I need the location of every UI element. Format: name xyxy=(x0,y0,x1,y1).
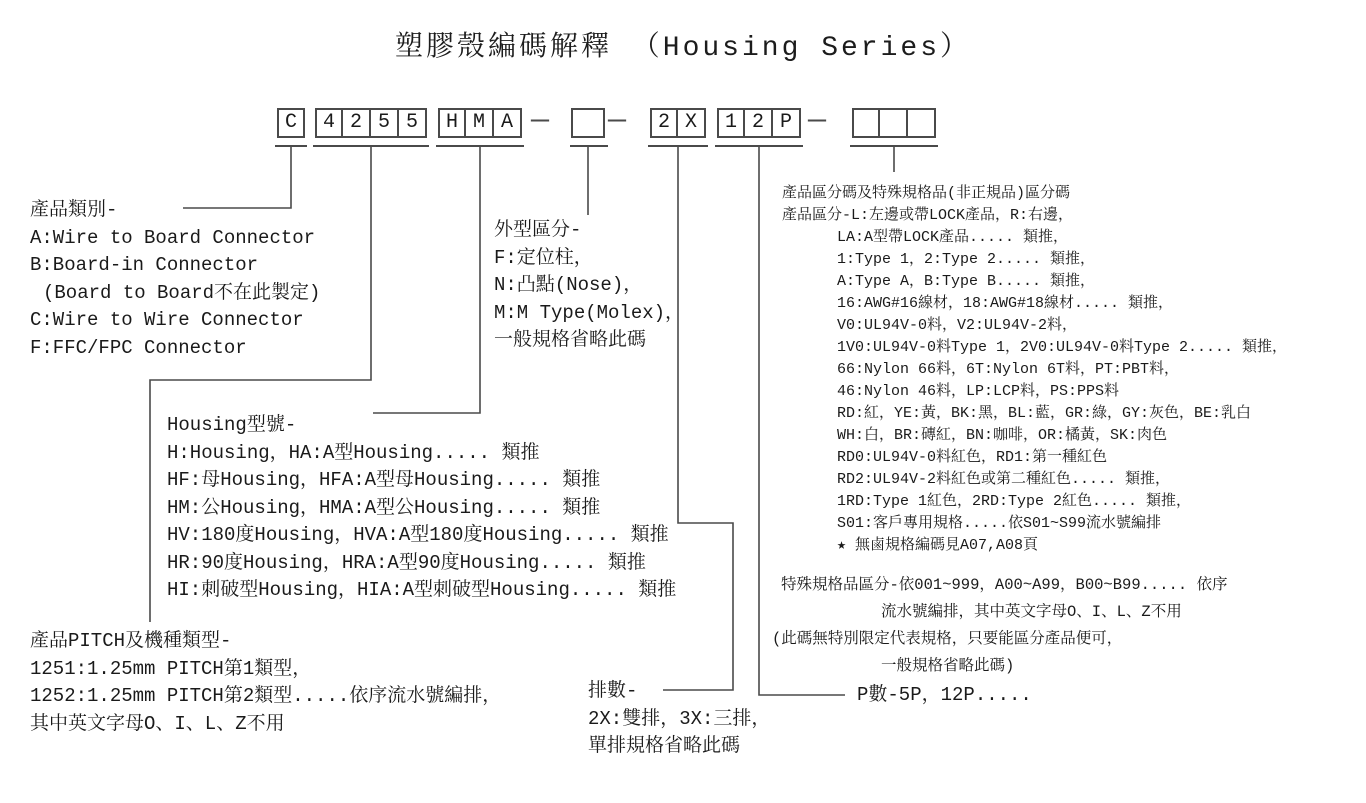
pitch-line: 1251:1.25mm PITCH第1類型， xyxy=(30,657,312,680)
shape-title: 外型區分- xyxy=(494,219,582,241)
special-line: 46:Nylon 46料，LP:LCP料，PS:PPS料 xyxy=(837,383,1120,400)
shape-line: 一般規格省略此碼 xyxy=(494,329,647,351)
special-dist-line: 流水號編排，其中英文字母O、I、L、Z不用 xyxy=(881,603,1182,621)
dash-separator: — xyxy=(531,104,550,138)
special-line: 1:Type 1，2:Type 2..... 類推， xyxy=(837,251,1096,268)
pitch-line: 1252:1.25mm PITCH第2類型.....依序流水號編排， xyxy=(30,685,502,707)
code-cell-empty xyxy=(852,108,880,138)
special-line: 66:Nylon 66料，6T:Nylon 6T料，PT:PBT料， xyxy=(837,361,1180,378)
code-cell: 2 xyxy=(343,108,371,138)
special-line: 產品區分-L:左邊或帶LOCK產品，R:右邊， xyxy=(782,207,1074,224)
code-cell-empty xyxy=(571,108,605,138)
pitch-title: 產品PITCH及機種類型- xyxy=(30,630,232,652)
special-line: 1RD:Type 1紅色，2RD:Type 2紅色..... 類推， xyxy=(837,493,1192,510)
code-cell-empty xyxy=(880,108,908,138)
rows-title: 排數- xyxy=(588,680,638,702)
special-line: V0:UL94V-0料，V2:UL94V-2料， xyxy=(837,317,1078,334)
special-title: 產品區分碼及特殊規格品(非正規品)區分碼 xyxy=(782,185,1071,202)
category-title: 產品類別- xyxy=(30,199,118,221)
code-cell: 5 xyxy=(399,108,427,138)
housing-line: HV:180度Housing，HVA:A型180度Housing..... 類推 xyxy=(167,524,669,546)
code-box-category xyxy=(277,108,305,138)
pin-count-label-block xyxy=(857,682,1032,710)
special-line-halogen-free: ★ 無鹵規格編碼見A07,A08頁 xyxy=(837,537,1039,554)
special-dist-block xyxy=(772,572,1228,680)
code-box-rows xyxy=(650,108,706,138)
special-line: RD:紅，YE:黃，BK:黑，BL:藍，GR:綠，GY:灰色，BE:乳白 xyxy=(837,405,1252,422)
housing-title: Housing型號- xyxy=(167,414,297,436)
code-cell: M xyxy=(466,108,494,138)
special-line: 16:AWG#16線材，18:AWG#18線材..... 類推， xyxy=(837,295,1174,312)
special-line: S01:客戶專用規格.....依S01~S99流水號編排 xyxy=(837,515,1162,532)
shape-line: N:凸點(Nose)， xyxy=(494,274,643,296)
housing-line: HF:母Housing，HFA:A型母Housing..... 類推 xyxy=(167,469,601,491)
special-line: WH:白，BR:磚紅，BN:咖啡，OR:橘黃，SK:肉色 xyxy=(837,427,1168,444)
special-line: A:Type A，B:Type B..... 類推， xyxy=(837,273,1096,290)
code-box-pin-count xyxy=(717,108,801,138)
code-cell: C xyxy=(277,108,305,138)
category-line: C:Wire to Wire Connector xyxy=(30,309,304,331)
code-cell: P xyxy=(773,108,801,138)
special-dist-line: (此碼無特別限定代表規格，只要能區分產品便可， xyxy=(772,630,1123,648)
code-cell: 4 xyxy=(315,108,343,138)
dash-separator: — xyxy=(608,104,627,138)
shape-block xyxy=(494,217,684,355)
special-line: 1V0:UL94V-0料Type 1，2V0:UL94V-0料Type 2..... 類推， xyxy=(837,339,1288,356)
special-line: RD2:UL94V-2料紅色或第二種紅色..... 類推， xyxy=(837,471,1171,488)
pitch-block xyxy=(30,628,501,738)
code-cell: 2 xyxy=(745,108,773,138)
rows-line: 2X:雙排，3X:三排， xyxy=(588,707,771,730)
special-code-block xyxy=(782,183,1287,557)
housing-line: H:Housing，HA:A型Housing..... 類推 xyxy=(167,441,540,464)
code-cell-empty xyxy=(908,108,936,138)
code-cell: X xyxy=(678,108,706,138)
code-cell: H xyxy=(438,108,466,138)
code-cell: 5 xyxy=(371,108,399,138)
dash-separator: — xyxy=(808,104,827,138)
pitch-line: 其中英文字母O、I、L、Z不用 xyxy=(30,712,285,735)
special-dist-line: 一般規格省略此碼) xyxy=(881,657,1015,675)
code-cell: 1 xyxy=(717,108,745,138)
code-box-pitch xyxy=(315,108,427,138)
category-line: A:Wire to Board Connector xyxy=(30,226,316,249)
code-cell: A xyxy=(494,108,522,138)
special-dist-line: 特殊規格品區分-依001~999，A00~A99，B00~B99..... 依序 xyxy=(781,576,1228,594)
housing-line: HR:90度Housing，HRA:A型90度Housing..... 類推 xyxy=(167,551,646,574)
housing-line: HI:刺破型Housing，HIA:A型刺破型Housing..... 類推 xyxy=(167,579,677,601)
shape-line: F:定位柱， xyxy=(494,246,593,269)
rows-block xyxy=(588,678,770,761)
category-line: F:FFC/FPC Connector xyxy=(30,336,247,359)
code-box-housing-type xyxy=(438,108,522,138)
shape-line: M:M Type(Molex)， xyxy=(494,301,685,324)
category-line: B:Board-in Connector xyxy=(30,254,259,276)
category-line: (Board to Board不在此製定) xyxy=(43,281,321,304)
special-line: RD0:UL94V-0料紅色，RD1:第一種紅色 xyxy=(837,449,1108,466)
code-box-shape xyxy=(571,108,605,138)
category-block xyxy=(30,197,320,362)
page-title: 塑膠殼編碼解釋 （Housing Series） xyxy=(394,33,972,64)
pin-count-label: P數-5P，12P..... xyxy=(857,684,1032,706)
code-cell: 2 xyxy=(650,108,678,138)
housing-block xyxy=(167,412,676,605)
special-line: LA:A型帶LOCK產品..... 類推， xyxy=(837,229,1069,246)
rows-line: 單排規格省略此碼 xyxy=(588,735,741,757)
housing-line: HM:公Housing，HMA:A型公Housing..... 類推 xyxy=(167,496,601,519)
code-box-special xyxy=(852,108,936,138)
